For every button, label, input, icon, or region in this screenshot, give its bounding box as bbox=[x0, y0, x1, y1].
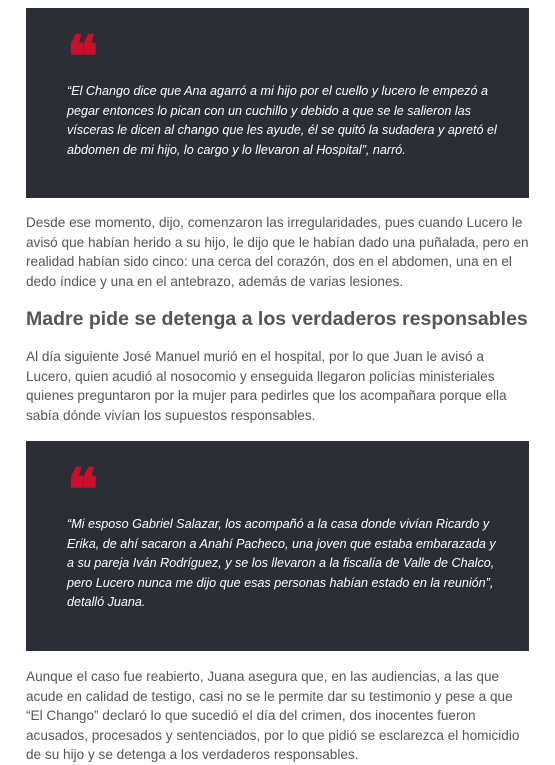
quotation-mark-icon: ❝ bbox=[67, 456, 95, 524]
paragraph: Al día siguiente José Manuel murió en el hospital, por lo que Juan le avisó a Lucero, quien acudió al nosocomio y enseguida llegaron policías ministeriales quienes preguntaron por la mujer para pedirles que los acompañara porque ella sabía dónde vivían los supuestos responsables. bbox=[26, 349, 507, 423]
section-heading: Madre pide se detenga a los verdaderos responsables bbox=[26, 308, 528, 330]
paragraph: Desde ese momento, dijo, comenzaron las irregularidades, pues cuando Lucero le avisó que habían herido a su hijo, le dijo que le habían dado una puñalada, pero en realidad habían sido cinco: una cerca del corazón, dos en el abdomen, una en el dedo índice y una en el antebrazo, además de varias lesiones. bbox=[26, 215, 529, 289]
quotation-mark-icon: ❝ bbox=[67, 23, 95, 91]
blockquote bbox=[26, 8, 529, 198]
paragraph: Aunque el caso fue reabierto, Juana asegura que, en las audiencias, a las que acude en calidad de testigo, casi no se le permite dar su testimonio y pese a que “El Chango” declaró lo que sucedió el día del crimen, dos inocentes fueron acusados, procesados y sentenciados, por lo que pidió se esclarezca el homicidio de su hijo y se detenga a los verdaderos responsables. bbox=[26, 669, 520, 762]
quote-text: “El Chango dice que Ana agarró a mi hijo por el cuello y lucero le empezó a pegar entonces lo pican con un cuchillo y debido a que se le salieron las vísceras le dicen al chango que les ayude, él se quitó la sudadera y apretó el abdomen de mi hijo, lo cargo y lo llevaron al Hospital”, narró. bbox=[67, 84, 497, 157]
blockquote bbox=[26, 441, 529, 651]
quote-text: “Mi esposo Gabriel Salazar, los acompañó a la casa donde vivían Ricardo y Erika, de ahí sacaron a Anahí Pacheco, una joven que estaba embarazada y a su pareja Iván Rodríguez, y se los llevaron a la fiscalía de Valle de Chalco, pero Lucero nunca me dijo que esas personas habían estado en la reunión”, detalló Juana. bbox=[67, 517, 496, 609]
